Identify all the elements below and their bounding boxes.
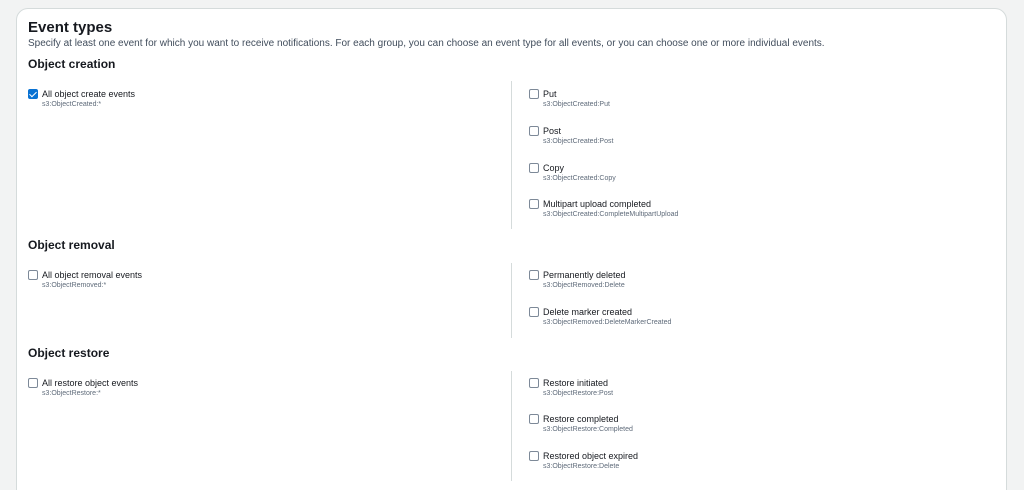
event-code: s3:ObjectCreated:* — [42, 101, 102, 108]
section-title: Event types — [28, 19, 113, 36]
event-code: s3:ObjectRemoved:Delete — [543, 282, 625, 289]
group-divider — [511, 371, 512, 481]
checkbox-all-object-create-events[interactable] — [28, 89, 135, 109]
checkbox-multipart-upload-completed[interactable] — [529, 199, 678, 219]
checkbox-box[interactable] — [28, 378, 38, 388]
event-code: s3:ObjectRestore:Delete — [543, 463, 620, 470]
group-divider — [511, 81, 512, 229]
checkbox-restore-completed[interactable] — [529, 414, 633, 434]
checkbox-box[interactable] — [529, 163, 539, 173]
checkbox-box[interactable] — [28, 89, 38, 99]
event-code: s3:ObjectCreated:CompleteMultipartUpload — [543, 211, 679, 218]
event-types-panel — [16, 8, 1007, 490]
checkbox-label: Restore initiated — [543, 378, 609, 388]
checkbox-delete-marker-created[interactable] — [529, 307, 671, 327]
checkbox-label: Post — [543, 126, 562, 136]
checkbox-box[interactable] — [529, 307, 539, 317]
checkbox-label: Multipart upload completed — [543, 199, 652, 209]
checkbox-box[interactable] — [529, 414, 539, 424]
event-code: s3:ObjectCreated:Post — [543, 138, 614, 145]
checkbox-all-object-removal-events[interactable] — [28, 270, 142, 290]
checkbox-label: Copy — [543, 163, 565, 173]
group-title-object-removal: Object removal — [28, 238, 115, 252]
group-title-object-creation: Object creation — [28, 57, 116, 71]
event-code: s3:ObjectRestore:Post — [543, 390, 614, 397]
checkbox-label: Restored object expired — [543, 451, 639, 461]
checkbox-all-restore-object-events[interactable] — [28, 378, 138, 398]
group-title-object-restore: Object restore — [28, 346, 110, 360]
event-code: s3:ObjectRemoved:* — [42, 282, 107, 289]
checkbox-put[interactable] — [529, 89, 610, 109]
checkbox-box[interactable] — [28, 270, 38, 280]
checkbox-label: Permanently deleted — [543, 270, 626, 280]
checkbox-label: Put — [543, 89, 557, 99]
checkbox-label: Delete marker created — [543, 307, 633, 317]
checkbox-restore-initiated[interactable] — [529, 378, 613, 398]
event-code: s3:ObjectRestore:* — [42, 390, 101, 397]
event-code: s3:ObjectRestore:Completed — [543, 426, 633, 433]
group-divider — [511, 263, 512, 338]
checkbox-label: Restore completed — [543, 414, 619, 424]
checkbox-box[interactable] — [529, 199, 539, 209]
checkbox-permanently-deleted[interactable] — [529, 270, 626, 290]
checkbox-box[interactable] — [529, 89, 539, 99]
checkbox-label: All object removal events — [42, 270, 143, 280]
checkbox-restored-object-expired[interactable] — [529, 451, 638, 471]
checkbox-box[interactable] — [529, 126, 539, 136]
checkbox-copy[interactable] — [529, 163, 616, 183]
checkbox-label: All object create events — [42, 89, 136, 99]
checkbox-box[interactable] — [529, 451, 539, 461]
section-description: Specify at least one event for which you want to receive notifications. For each group, you can choose an event type for all events, or you can choose one or more individual events. — [28, 38, 825, 49]
checkbox-post[interactable] — [529, 126, 613, 146]
checkbox-box[interactable] — [529, 378, 539, 388]
checkbox-box[interactable] — [529, 270, 539, 280]
event-code: s3:ObjectCreated:Copy — [543, 175, 616, 182]
event-code: s3:ObjectCreated:Put — [543, 101, 610, 108]
checkbox-label: All restore object events — [42, 378, 139, 388]
event-code: s3:ObjectRemoved:DeleteMarkerCreated — [543, 319, 672, 326]
